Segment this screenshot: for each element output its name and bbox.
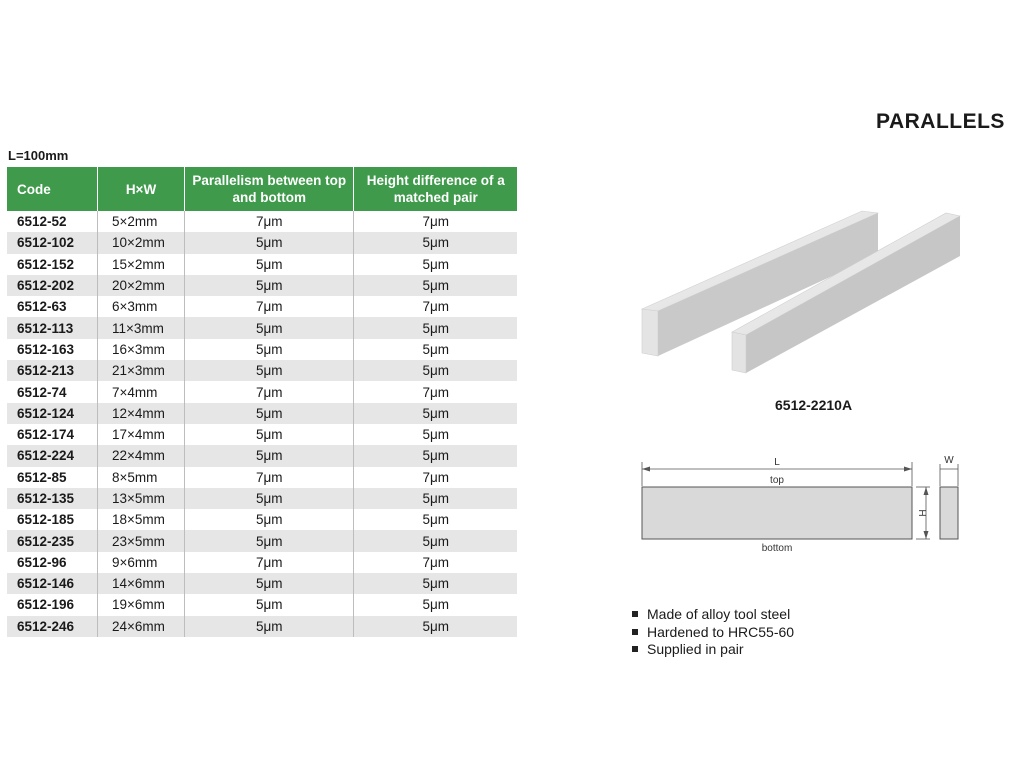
height-difference-cell: 5μm — [354, 403, 517, 424]
feature-item: Supplied in pair — [632, 641, 794, 659]
code-cell: 6512-163 — [7, 339, 98, 360]
product-caption: 6512-2210A — [775, 397, 853, 413]
table-row — [7, 381, 517, 402]
spec-table-body — [7, 211, 517, 637]
size-cell: 18×5mm — [98, 509, 185, 530]
parallelism-cell: 7μm — [185, 211, 354, 232]
header-hw: H×W — [98, 167, 185, 211]
code-cell: 6512-152 — [7, 254, 98, 275]
header-parallelism: Parallelism between top and bottom — [185, 167, 354, 211]
code-cell: 6512-102 — [7, 232, 98, 253]
size-cell: 10×2mm — [98, 232, 185, 253]
table-row — [7, 403, 517, 424]
size-cell: 12×4mm — [98, 403, 185, 424]
table-row — [7, 296, 517, 317]
parallelism-cell: 5μm — [185, 275, 354, 296]
height-difference-cell: 5μm — [354, 594, 517, 615]
parallelism-cell: 5μm — [185, 509, 354, 530]
table-row — [7, 594, 517, 615]
size-cell: 11×3mm — [98, 317, 185, 338]
size-cell: 7×4mm — [98, 381, 185, 402]
size-cell: 8×5mm — [98, 467, 185, 488]
code-cell: 6512-146 — [7, 573, 98, 594]
size-cell: 5×2mm — [98, 211, 185, 232]
parallelism-cell: 5μm — [185, 232, 354, 253]
code-cell: 6512-235 — [7, 530, 98, 551]
feature-item: Made of alloy tool steel — [632, 606, 794, 624]
table-row — [7, 275, 517, 296]
table-row — [7, 211, 517, 232]
height-difference-cell: 7μm — [354, 467, 517, 488]
size-cell: 22×4mm — [98, 445, 185, 466]
square-bullet-icon — [632, 629, 638, 635]
code-cell: 6512-124 — [7, 403, 98, 424]
table-row — [7, 360, 517, 381]
product-illustration — [630, 205, 970, 380]
parallelism-cell: 5μm — [185, 488, 354, 509]
parallelism-cell: 5μm — [185, 573, 354, 594]
code-cell: 6512-96 — [7, 552, 98, 573]
width-symbol: W — [944, 455, 954, 466]
size-cell: 14×6mm — [98, 573, 185, 594]
height-difference-cell: 5μm — [354, 317, 517, 338]
parallelism-cell: 7μm — [185, 296, 354, 317]
height-difference-cell: 5μm — [354, 254, 517, 275]
code-cell: 6512-85 — [7, 467, 98, 488]
height-difference-cell: 5μm — [354, 573, 517, 594]
code-cell: 6512-246 — [7, 616, 98, 637]
bottom-label: bottom — [761, 543, 793, 554]
height-difference-cell: 5μm — [354, 339, 517, 360]
table-row — [7, 616, 517, 637]
table-row — [7, 232, 517, 253]
height-difference-cell: 5μm — [354, 424, 517, 445]
table-row — [7, 530, 517, 551]
size-cell: 23×5mm — [98, 530, 185, 551]
page-title: PARALLELS — [876, 110, 1005, 133]
table-row — [7, 488, 517, 509]
table-row — [7, 573, 517, 594]
bar-side-view — [642, 487, 912, 539]
height-difference-cell: 7μm — [354, 211, 517, 232]
table-row — [7, 467, 517, 488]
parallelism-cell: 7μm — [185, 381, 354, 402]
height-symbol: H — [916, 509, 927, 517]
height-difference-cell: 5μm — [354, 232, 517, 253]
parallelism-cell: 5μm — [185, 594, 354, 615]
size-cell: 9×6mm — [98, 552, 185, 573]
code-cell: 6512-63 — [7, 296, 98, 317]
top-label: top — [770, 475, 784, 486]
parallelism-cell: 7μm — [185, 552, 354, 573]
bar-end-view — [940, 487, 958, 539]
spec-table — [7, 167, 517, 637]
height-difference-cell: 7μm — [354, 552, 517, 573]
parallelism-cell: 7μm — [185, 467, 354, 488]
height-difference-cell: 5μm — [354, 509, 517, 530]
parallelism-cell: 5μm — [185, 530, 354, 551]
table-row — [7, 254, 517, 275]
code-cell: 6512-202 — [7, 275, 98, 296]
size-cell: 24×6mm — [98, 616, 185, 637]
parallelism-cell: 5μm — [185, 445, 354, 466]
height-difference-cell: 5μm — [354, 275, 517, 296]
size-cell: 15×2mm — [98, 254, 185, 275]
height-difference-cell: 7μm — [354, 296, 517, 317]
height-difference-cell: 5μm — [354, 530, 517, 551]
code-cell: 6512-113 — [7, 317, 98, 338]
size-cell: 20×2mm — [98, 275, 185, 296]
length-symbol: L — [774, 457, 780, 468]
square-bullet-icon — [632, 611, 638, 617]
height-difference-cell: 5μm — [354, 360, 517, 381]
height-difference-cell: 7μm — [354, 381, 517, 402]
feature-list — [632, 606, 794, 659]
table-row — [7, 445, 517, 466]
code-cell: 6512-185 — [7, 509, 98, 530]
table-row — [7, 424, 517, 445]
length-label: L=100mm — [8, 148, 69, 163]
code-cell: 6512-213 — [7, 360, 98, 381]
table-row — [7, 317, 517, 338]
header-code: Code — [7, 167, 98, 211]
parallelism-cell: 5μm — [185, 254, 354, 275]
parallelism-cell: 5μm — [185, 616, 354, 637]
size-cell: 17×4mm — [98, 424, 185, 445]
code-cell: 6512-224 — [7, 445, 98, 466]
table-row — [7, 509, 517, 530]
feature-item: Hardened to HRC55-60 — [632, 624, 794, 642]
code-cell: 6512-52 — [7, 211, 98, 232]
size-cell: 16×3mm — [98, 339, 185, 360]
size-cell: 6×3mm — [98, 296, 185, 317]
height-difference-cell: 5μm — [354, 616, 517, 637]
dimension-diagram — [630, 452, 970, 562]
size-cell: 21×3mm — [98, 360, 185, 381]
table-row — [7, 552, 517, 573]
height-dimension — [916, 487, 930, 539]
table-header-row — [7, 167, 517, 211]
size-cell: 13×5mm — [98, 488, 185, 509]
parallelism-cell: 5μm — [185, 424, 354, 445]
parallelism-cell: 5μm — [185, 403, 354, 424]
parallelism-cell: 5μm — [185, 317, 354, 338]
code-cell: 6512-174 — [7, 424, 98, 445]
square-bullet-icon — [632, 646, 638, 652]
parallelism-cell: 5μm — [185, 360, 354, 381]
header-height-difference: Height difference of a matched pair — [354, 167, 517, 211]
table-row — [7, 339, 517, 360]
code-cell: 6512-135 — [7, 488, 98, 509]
code-cell: 6512-74 — [7, 381, 98, 402]
width-dimension — [940, 455, 958, 486]
code-cell: 6512-196 — [7, 594, 98, 615]
height-difference-cell: 5μm — [354, 445, 517, 466]
parallelism-cell: 5μm — [185, 339, 354, 360]
height-difference-cell: 5μm — [354, 488, 517, 509]
size-cell: 19×6mm — [98, 594, 185, 615]
